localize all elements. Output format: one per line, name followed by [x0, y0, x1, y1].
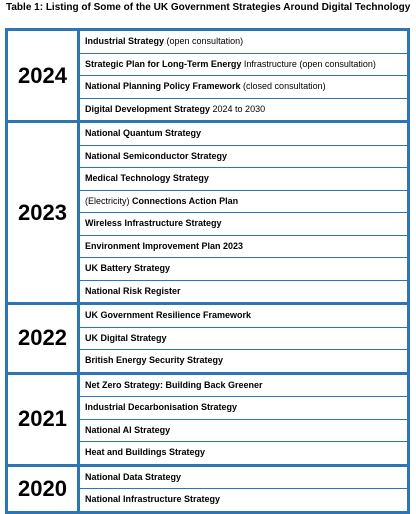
strategy-row — [80, 442, 407, 464]
strategy-row — [80, 146, 407, 169]
year-label: 2020 — [8, 467, 80, 511]
strategy-name: Industrial Strategy — [85, 36, 165, 46]
strategy-name: Industrial Decarbonisation Strategy — [85, 402, 238, 412]
strategy-row — [80, 213, 407, 236]
strategy-note: Infrastructure (open consultation) — [241, 58, 376, 69]
year-label: 2024 — [8, 31, 80, 120]
strategy-row — [80, 99, 407, 121]
strategy-note: (closed consultation) — [240, 81, 326, 91]
strategy-row — [80, 168, 407, 191]
strategy-row — [80, 54, 407, 77]
strategy-prefix: (Electricity) — [85, 195, 132, 206]
strategy-row — [80, 350, 407, 372]
strategy-name: Environment Improvement Plan 2023 — [85, 240, 244, 251]
strategy-name: Wireless Infrastructure Strategy — [85, 218, 222, 228]
strategy-row — [80, 123, 407, 146]
strategy-name: National Planning Policy Framework — [85, 81, 241, 91]
year-label: 2022 — [8, 305, 80, 372]
year-group-2022 — [5, 305, 410, 375]
strategy-name: Net Zero Strategy: Building Back Greener — [85, 379, 263, 390]
strategy-name: Strategic Plan for Long-Term Energy — [85, 58, 242, 69]
strategy-list — [80, 375, 407, 464]
strategy-row — [80, 76, 407, 99]
strategy-row — [80, 375, 407, 398]
strategy-row — [80, 397, 407, 420]
strategy-name: National Quantum Strategy — [85, 128, 202, 138]
strategy-name: Medical Technology Strategy — [85, 173, 209, 183]
table-caption: Table 1: Listing of Some of the UK Government Strategies Around Digital Technology — [6, 2, 411, 13]
strategy-list — [80, 123, 407, 302]
strategy-note: 2024 to 2030 — [210, 103, 266, 114]
strategy-name: National Risk Register — [85, 285, 181, 296]
strategy-row — [80, 191, 407, 214]
strategy-name: UK Government Resilience Framework — [85, 310, 252, 320]
strategy-list — [80, 305, 407, 372]
strategy-row — [80, 420, 407, 443]
year-group-2021 — [5, 375, 410, 467]
strategy-name: Heat and Buildings Strategy — [85, 447, 206, 457]
strategy-name: Digital Development Strategy — [85, 103, 211, 114]
year-label: 2023 — [8, 123, 80, 302]
strategy-list — [80, 467, 407, 511]
strategies-table — [5, 28, 410, 514]
strategy-row — [80, 467, 407, 490]
strategy-list — [80, 31, 407, 120]
strategy-note: (open consultation) — [164, 36, 244, 46]
strategy-row — [80, 236, 407, 259]
strategy-row — [80, 305, 407, 328]
year-label: 2021 — [8, 375, 80, 464]
strategy-row — [80, 281, 407, 303]
strategy-row — [80, 31, 407, 54]
strategy-name: British Energy Security Strategy — [85, 355, 224, 365]
year-group-2023 — [5, 123, 410, 305]
strategy-name: National Data Strategy — [85, 471, 182, 482]
strategy-name: Connections Action Plan — [132, 195, 239, 206]
strategy-name: UK Battery Strategy — [85, 263, 171, 273]
strategy-name: National AI Strategy — [85, 424, 171, 435]
strategy-name: National Infrastructure Strategy — [85, 494, 221, 504]
strategy-row — [80, 328, 407, 351]
strategy-row — [80, 258, 407, 281]
year-group-2020 — [5, 467, 410, 514]
strategy-name: UK Digital Strategy — [85, 332, 167, 343]
year-group-2024 — [5, 28, 410, 123]
strategy-name: National Semiconductor Strategy — [85, 150, 228, 161]
strategy-row — [80, 489, 407, 511]
